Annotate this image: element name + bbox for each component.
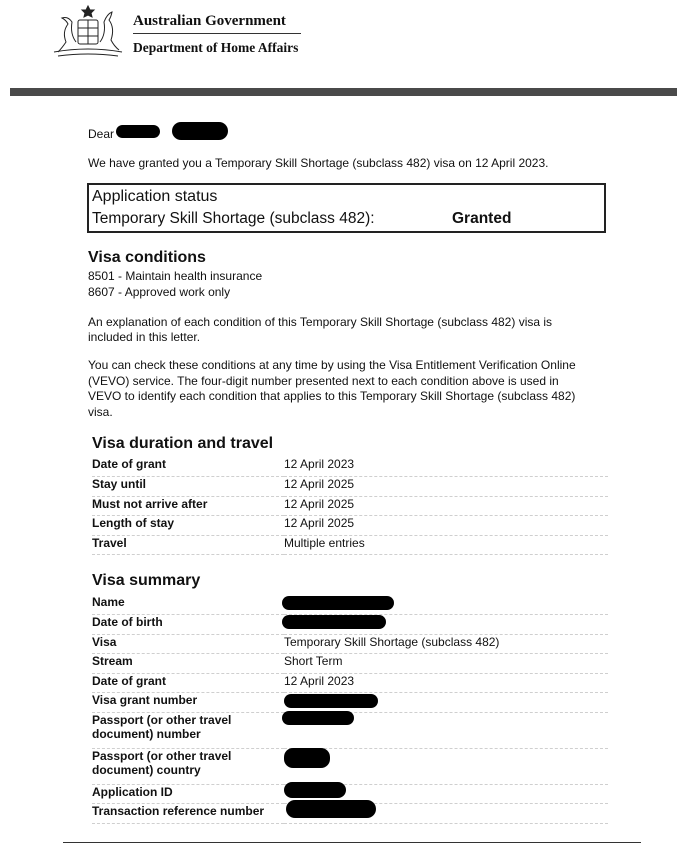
table-row bbox=[92, 477, 608, 497]
application-status-visa: Temporary Skill Shortage (subclass 482): bbox=[92, 210, 375, 227]
row-label: Stream bbox=[92, 654, 284, 674]
visa-summary-table bbox=[92, 595, 608, 824]
header-bar bbox=[10, 88, 677, 96]
row-value: 12 April 2023 bbox=[284, 673, 608, 693]
row-value: 12 April 2025 bbox=[284, 496, 608, 516]
row-label: Application ID bbox=[92, 784, 284, 804]
row-value: Short Term bbox=[284, 654, 608, 674]
department-name: Department of Home Affairs bbox=[133, 40, 299, 55]
row-label: Visa bbox=[92, 634, 284, 654]
application-status-value: Granted bbox=[452, 210, 512, 227]
row-label: Travel bbox=[92, 535, 284, 555]
row-value: 12 April 2025 bbox=[284, 477, 608, 497]
row-label: Name bbox=[92, 595, 284, 615]
conditions-explanation-line: An explanation of each condition of this Temporary Skill Shortage (subclass 482) visa is bbox=[88, 315, 553, 329]
vevo-paragraph-line: VEVO to identify each condition that applies to this Temporary Skill Shortage (subclass 482) bbox=[88, 389, 576, 403]
salutation-prefix: Dear bbox=[88, 127, 115, 141]
table-row bbox=[92, 748, 608, 784]
row-label: Length of stay bbox=[92, 516, 284, 536]
vevo-paragraph-line: You can check these conditions at any time by using the Visa Entitlement Verification Online bbox=[88, 358, 576, 372]
redacted-first-name bbox=[116, 125, 160, 138]
redacted-passport-number bbox=[282, 711, 354, 725]
row-value bbox=[284, 748, 608, 784]
table-row bbox=[92, 516, 608, 536]
vevo-paragraph-line: visa. bbox=[88, 405, 113, 419]
coat-of-arms-icon bbox=[48, 4, 128, 60]
salutation bbox=[88, 127, 114, 143]
redacted-date-of-birth bbox=[282, 615, 386, 629]
table-row bbox=[92, 654, 608, 674]
row-label: Date of grant bbox=[92, 673, 284, 693]
condition-item: 8501 - Maintain health insurance bbox=[88, 269, 263, 283]
redacted-transaction-reference bbox=[286, 800, 376, 818]
footer-divider bbox=[63, 842, 641, 843]
vevo-paragraph-line: (VEVO) service. The four-digit number presented next to each condition above is used in bbox=[88, 374, 559, 388]
conditions-explanation-line: included in this letter. bbox=[88, 330, 201, 344]
redacted-last-name bbox=[172, 122, 228, 140]
grant-sentence: We have granted you a Temporary Skill Shortage (subclass 482) visa on 12 April 2023. bbox=[88, 156, 549, 170]
row-label: Stay until bbox=[92, 477, 284, 497]
row-label: Date of grant bbox=[92, 457, 284, 477]
row-value: 12 April 2025 bbox=[284, 516, 608, 536]
visa-duration-table bbox=[92, 457, 608, 555]
row-label: Passport (or other travel document) country bbox=[92, 748, 284, 784]
row-label: Transaction reference number bbox=[92, 804, 284, 824]
table-row bbox=[92, 535, 608, 555]
application-status-title: Application status bbox=[92, 188, 218, 205]
header-divider bbox=[133, 33, 301, 34]
government-name: Australian Government bbox=[133, 13, 286, 29]
table-row bbox=[92, 634, 608, 654]
redacted-visa-grant-number bbox=[284, 694, 378, 708]
visa-conditions-title: Visa conditions bbox=[88, 249, 206, 266]
row-value: Temporary Skill Shortage (subclass 482) bbox=[284, 634, 608, 654]
redacted-application-id bbox=[284, 782, 346, 798]
row-label: Visa grant number bbox=[92, 693, 284, 713]
row-value: Multiple entries bbox=[284, 535, 608, 555]
row-label: Date of birth bbox=[92, 615, 284, 635]
row-label: Passport (or other travel document) number bbox=[92, 712, 284, 748]
visa-duration-title: Visa duration and travel bbox=[92, 435, 274, 452]
table-row bbox=[92, 496, 608, 516]
redacted-passport-country bbox=[284, 748, 330, 768]
row-value: 12 April 2023 bbox=[284, 457, 608, 477]
table-row bbox=[92, 457, 608, 477]
redacted-name bbox=[282, 596, 394, 610]
row-label: Must not arrive after bbox=[92, 496, 284, 516]
condition-item: 8607 - Approved work only bbox=[88, 285, 231, 299]
table-row bbox=[92, 673, 608, 693]
visa-summary-title: Visa summary bbox=[92, 572, 201, 589]
